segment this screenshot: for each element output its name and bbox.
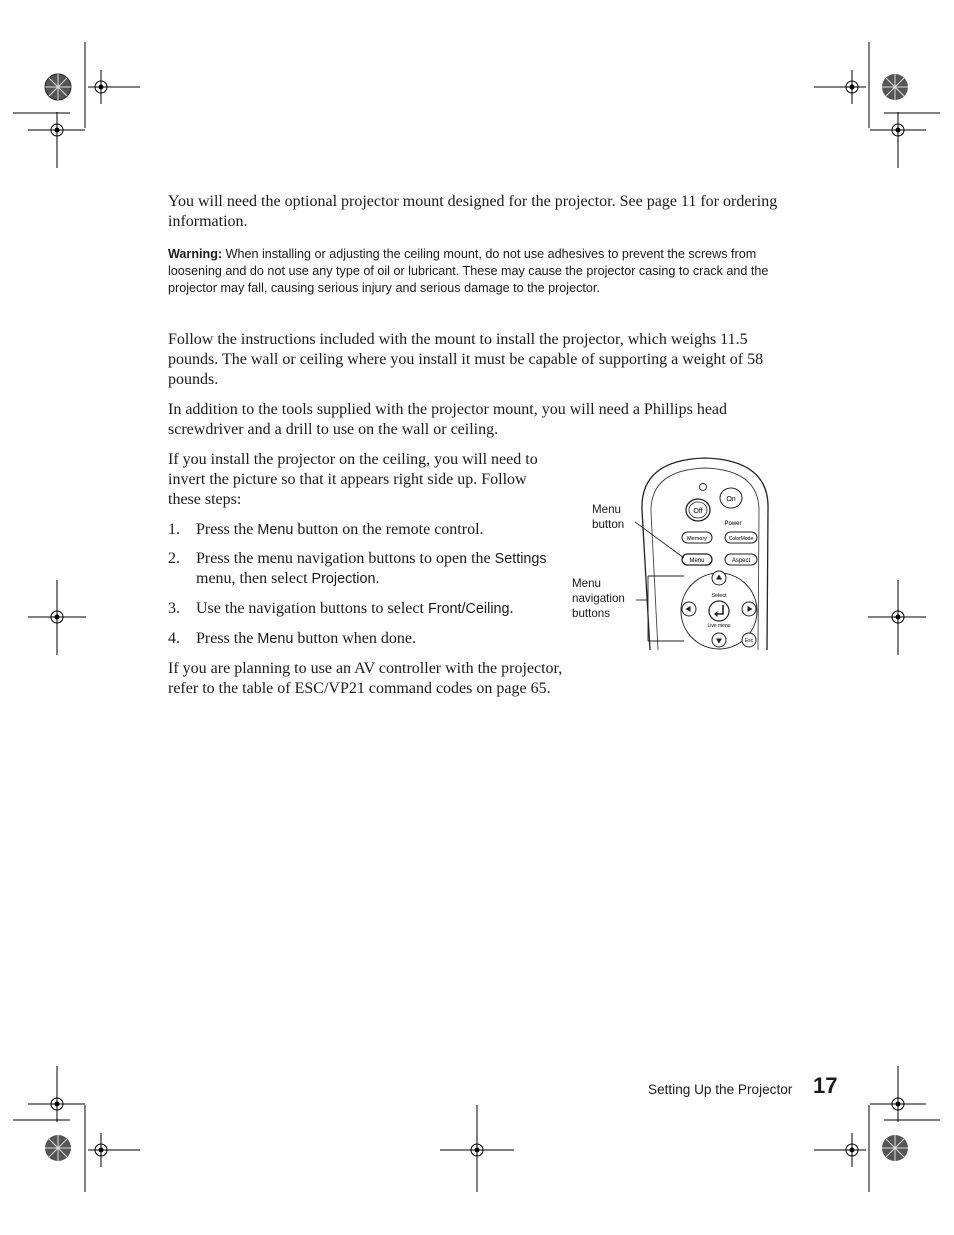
av-controller-paragraph: If you are planning to use an AV controller with the projector, refer to the table of ESC/VP21 command codes on page 65.	[168, 660, 563, 697]
live-menu-label: Live menu	[707, 623, 731, 629]
step-number: 4.	[168, 630, 180, 647]
menu-button-label: Menu	[689, 558, 705, 564]
step-number: 1.	[168, 521, 180, 538]
callout-text: button	[592, 518, 625, 531]
esc-button-label: Esc	[744, 638, 754, 644]
off-button-label: Off	[693, 508, 703, 515]
menu-ui-term: Menu	[257, 631, 294, 647]
ceiling-paragraph: If you install the projector on the ceiling, you will need to invert the picture so that it appears right side up. Follow these steps:	[168, 451, 538, 508]
tools-paragraph: In addition to the tools supplied with the projector mount, you will need a Phillips head screwdriver and a drill to use on the wall or ceiling.	[168, 401, 728, 438]
step-text: button on the remote control.	[293, 521, 484, 538]
step-text: Press the	[196, 521, 258, 538]
step-number: 3.	[168, 600, 180, 617]
step-number: 2.	[168, 550, 180, 567]
step-text: button when done.	[293, 630, 416, 647]
callout-text: Menu	[572, 577, 602, 590]
step-text: Press the	[196, 630, 258, 647]
footer-section-title: Setting Up the Projector	[648, 1082, 793, 1097]
projection-ui-term: Projection	[311, 571, 376, 587]
aspect-button-label: Aspect	[731, 558, 751, 564]
color-mode-button-label: ColorMode	[728, 536, 754, 542]
callout-text: Menu	[592, 503, 622, 516]
warning-text: When installing or adjusting the ceiling mount, do not use adhesives to prevent the screws from loosening and do not use any type of oil or lubricant. These may cause the projector casing to crack and the projector may fall, causing serious injury and serious damage to the projector.	[168, 247, 769, 296]
memory-button-label: Memory	[687, 536, 707, 542]
warning-note	[168, 246, 778, 298]
weight-paragraph: Follow the instructions included with the mount to install the projector, which weighs 11.5 pounds. The wall or ceiling where you install it must be capable of supporting a weight of 58 pounds.	[168, 331, 764, 388]
select-label: Select	[711, 593, 727, 599]
step-text: Press the menu navigation buttons to open the	[196, 550, 495, 567]
callout-text: navigation	[572, 592, 625, 605]
enter-button	[709, 601, 729, 621]
step-text: menu, then select	[196, 570, 312, 587]
settings-ui-term: Settings	[494, 551, 547, 567]
front-ceiling-ui-term: Front/Ceiling	[427, 601, 510, 617]
step-text: Use the navigation buttons to select	[196, 600, 428, 617]
warning-label: Warning:	[168, 247, 223, 261]
remote-control-illustration	[560, 450, 780, 655]
intro-paragraph: You will need the optional projector mount designed for the projector. See page 11 for ordering information.	[168, 193, 778, 230]
navigation-buttons-callout	[572, 576, 625, 621]
power-label: Power	[724, 521, 742, 527]
callout-text: buttons	[572, 607, 611, 620]
menu-button-callout	[592, 502, 624, 532]
step-text: .	[509, 600, 514, 617]
menu-ui-term: Menu	[257, 522, 294, 538]
page-number: 17	[813, 1073, 838, 1098]
step-text: .	[375, 570, 380, 587]
on-button-label: On	[726, 496, 736, 503]
